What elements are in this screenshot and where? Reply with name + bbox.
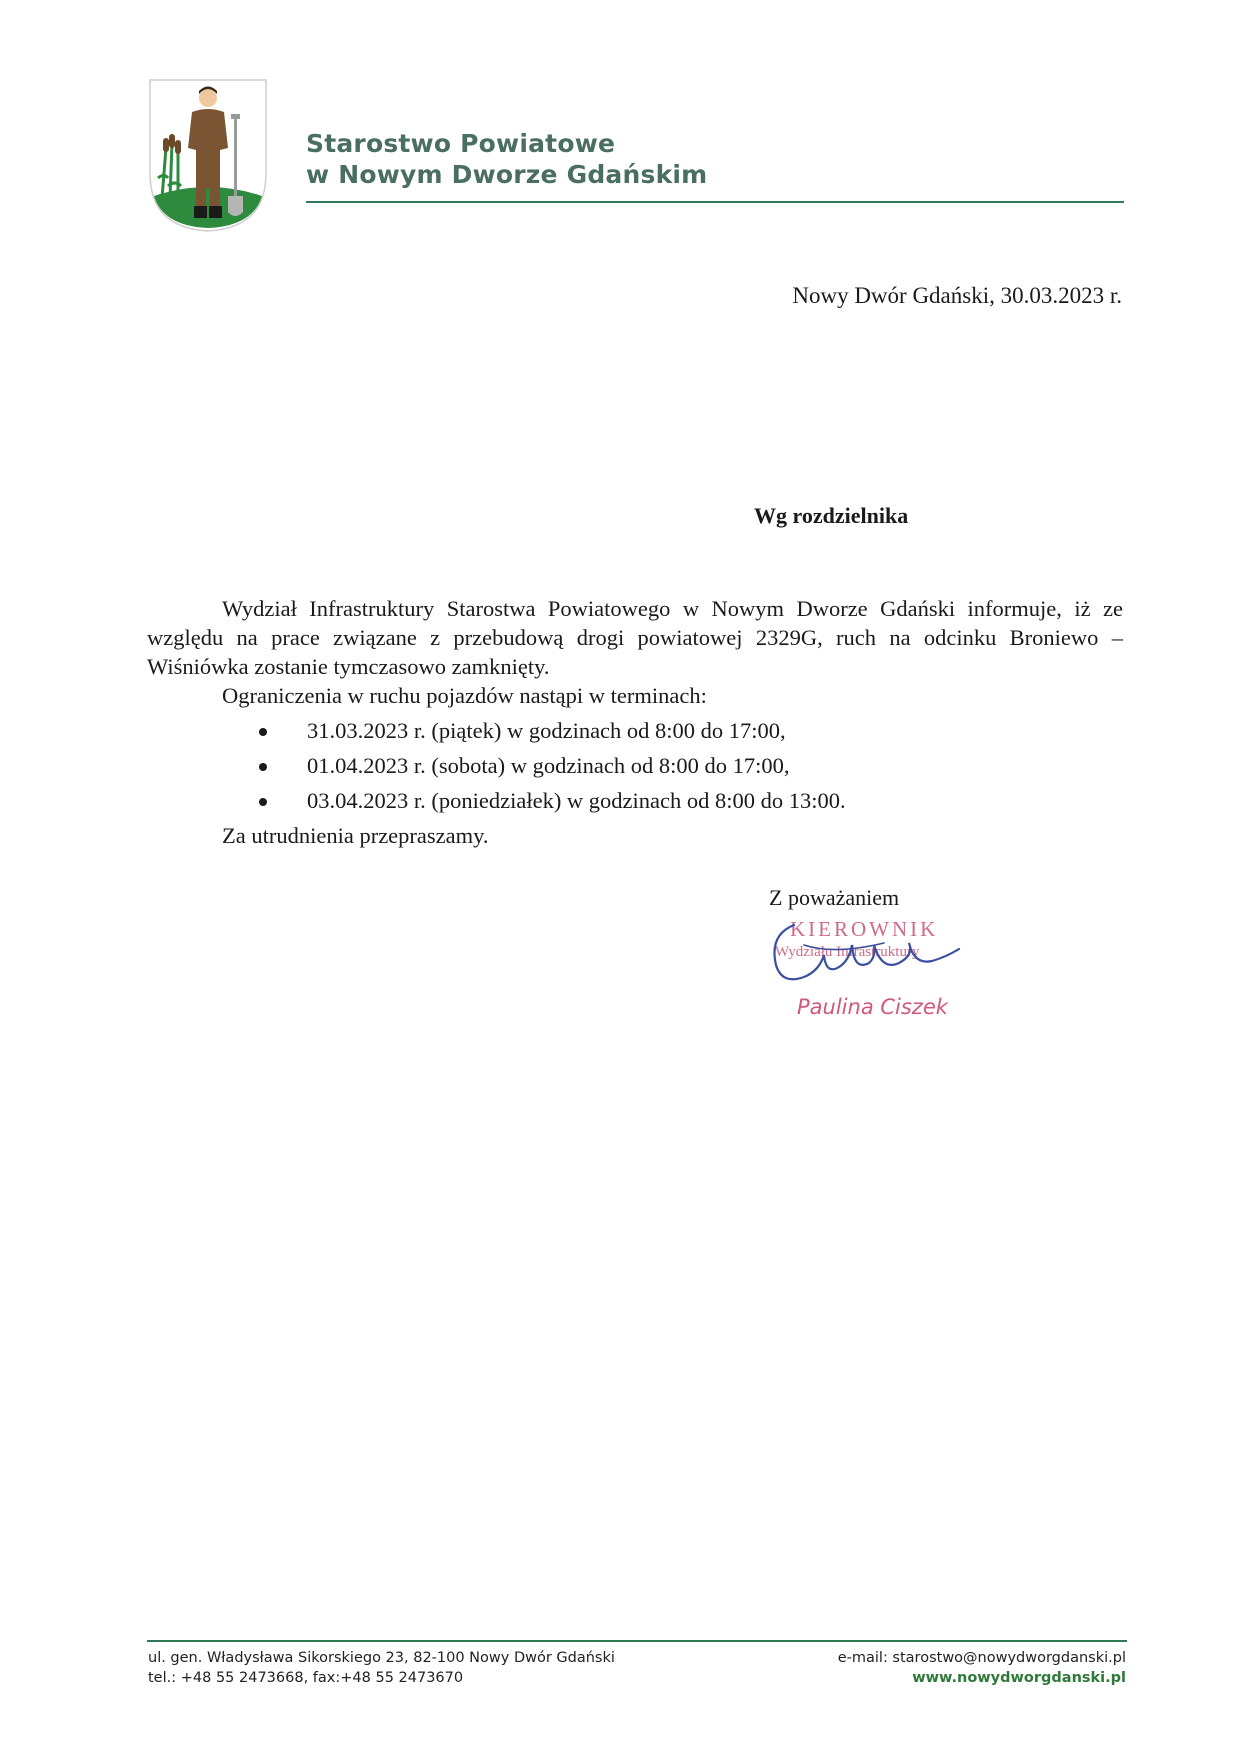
restrictions-intro: Ograniczenia w ruchu pojazdów nastąpi w terminach: [222, 683, 707, 708]
list-item [259, 713, 1123, 748]
closing-phrase: Z poważaniem [769, 885, 900, 910]
stamp-title: KIEROWNIK [790, 917, 939, 941]
bullet-icon [259, 763, 267, 771]
closure-date-text: 01.04.2023 r. (sobota) w godzinach od 8:00 do 17:00, [307, 753, 790, 778]
signer-name: Paulina Ciszek [797, 995, 948, 1019]
header-divider [306, 201, 1124, 203]
closure-date-text: 31.03.2023 r. (piątek) w godzinach od 8:00 do 17:00, [307, 718, 786, 743]
recipient-line: Wg rozdzielnika [754, 503, 909, 528]
date-line: Nowy Dwór Gdański, 30.03.2023 r. [792, 283, 1122, 308]
closure-date-text: 03.04.2023 r. (poniedziałek) w godzinach od 8:00 do 13:00. [307, 788, 846, 813]
bullet-icon [259, 798, 267, 806]
footer-phone-fax: tel.: +48 55 2473668, fax:+48 55 2473670 [148, 1670, 464, 1686]
footer-website-link[interactable]: www.nowydworgdanski.pl [912, 1670, 1126, 1686]
stamp-department: Wydziału Infrastruktury [775, 944, 920, 960]
letter-body [147, 594, 1123, 850]
closure-dates-list [147, 713, 1123, 818]
footer-contact [148, 1648, 615, 1688]
apology-line: Za utrudnienia przepraszamy. [222, 823, 489, 848]
footer-email[interactable]: e-mail: starostwo@nowydworgdanski.pl [837, 1650, 1126, 1666]
office-name-line1: Starostwo Powiatowe [306, 129, 616, 158]
county-coat-of-arms-icon [148, 78, 268, 233]
bullet-icon [259, 728, 267, 736]
handwritten-signature-icon [764, 905, 984, 1005]
footer-divider [147, 1640, 1127, 1642]
list-item [259, 783, 1123, 818]
body-paragraph: Wydział Infrastruktury Starostwa Powiatowego w Nowym Dworze Gdański informuje, iż ze względu na prace związane z przebudową drogi powiatowej 2329G, ruch na odcinku Broniewo – Wiśniówka zostanie tymczasowo zamknięty. [147, 596, 1123, 679]
footer-address: ul. gen. Władysława Sikorskiego 23, 82-100 Nowy Dwór Gdański [148, 1650, 615, 1666]
list-item [259, 748, 1123, 783]
office-name [306, 128, 707, 190]
office-name-line2: w Nowym Dworze Gdańskim [306, 160, 708, 189]
footer-online [838, 1648, 1126, 1688]
